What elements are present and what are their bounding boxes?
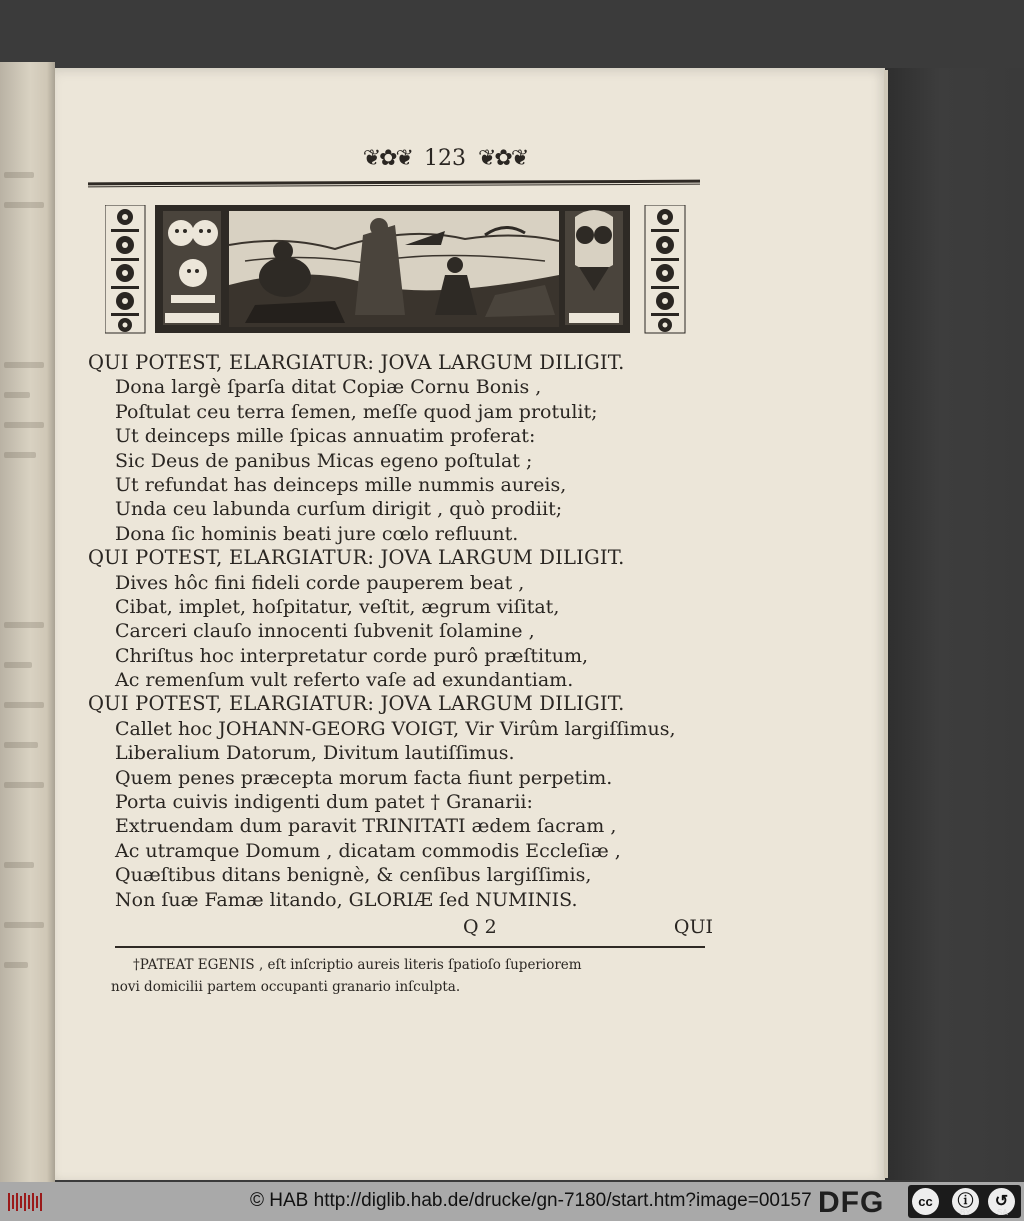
verse-line: Dona largè ſparſa ditat Copiæ Cornu Bonis , [115,376,542,399]
share-alike-icon: ↺ [988,1188,1015,1215]
previous-page-edge [0,62,55,1182]
license-sa-label: SA [997,1208,1008,1217]
verse-line: Ut refundat has deinceps mille nummis aureis, [115,473,567,496]
verse-line: Carceri clauſo innocenti ſubvenit ſolamine , [115,620,535,643]
verse-line: Quem penes præcepta morum facta fiunt perpetim. [115,766,613,789]
hab-logo-icon [6,1190,46,1214]
verse-line: Ac utramque Domum , dicatam commodis Eccleſiæ , [115,839,621,862]
fleuron-left-icon: ❦✿❦ [362,146,412,171]
cc-license-badge[interactable] [908,1185,1021,1218]
dfg-logo: DFG [818,1186,885,1219]
woodcut-ornament [105,205,700,335]
page-number: 123 [424,146,466,171]
verse-line: Quæſtibus ditans benignè, & cenſibus largiſſimis, [115,864,592,887]
page-header [285,146,605,176]
verse-line: Chriſtus hoc interpretatur corde purô præſtitum, [115,644,589,667]
footnote-line: novi domicilii partem occupanti granario inſculpta. [111,979,461,995]
header-rule [88,180,700,188]
verse-line: Poſtulat ceu terra ſemen, meſſe quod jam protulit; [115,400,598,423]
footnote-rule [115,946,705,948]
fleuron-right-icon: ❦✿❦ [478,146,528,171]
copyright-link[interactable]: © HAB http://diglib.hab.de/drucke/gn-7180/start.htm?image=00157 [250,1190,812,1211]
verse-line: Non ſuæ Famæ litando, GLORIÆ ſed NUMINIS. [115,888,578,911]
signature-mark: Q 2 [463,916,497,938]
license-by-label: BY [960,1208,971,1217]
book-page [55,68,885,1180]
verse-line: Ut deinceps mille ſpicas annuatim proferat: [115,425,536,448]
verse-line: Extruendam dum paravit TRINITATI ædem ſacram , [115,815,617,838]
refrain-line: QUI POTEST, ELARGIATUR: JOVA LARGUM DILIGIT. [88,351,625,374]
verse-line: Liberalium Datorum, Divitum lautiſſimus. [115,742,515,765]
footnote [111,954,733,998]
verse-line: Unda ceu labunda curſum dirigit , quò prodiit; [115,498,563,521]
cc-icon: cc [912,1188,939,1215]
verse-line: Callet hoc JOHANN-GEORG VOIGT, Vir Virûm largiſſimus, [115,717,676,740]
verse-line: Ac remenſum vult referto vaſe ad exundantiam. [115,669,574,692]
refrain-line: QUI POTEST, ELARGIATUR: JOVA LARGUM DILIGIT. [88,546,625,570]
credit-bar [0,1182,1024,1221]
verse-line: Sic Deus de panibus Micas egeno poſtulat ; [115,449,533,472]
verse-line: Porta cuivis indigenti dum patet † Granarii: [115,791,533,814]
page-footer-marks [463,916,713,942]
right-margin-shadow [885,68,1024,1180]
page-edge [884,70,888,1178]
poem-text [88,351,708,912]
footnote-line: †PATEAT EGENIS , eſt inſcriptio aureis literis ſpatioſo ſuperiorem [133,957,582,973]
verse-line: Dona ſic hominis beati jure cœlo refluunt. [115,522,519,545]
verse-line: Cibat, implet, hoſpitatur, veſtit, ægrum viſitat, [115,595,560,618]
refrain-line: QUI POTEST, ELARGIATUR: JOVA LARGUM DILIGIT. [88,692,625,716]
woodcut-illustration-icon [105,205,700,335]
catchword: QUI [673,916,713,938]
verse-line: Dives hôc fini fideli corde pauperem beat , [115,571,525,594]
by-person-icon: ⓘ [952,1188,979,1215]
